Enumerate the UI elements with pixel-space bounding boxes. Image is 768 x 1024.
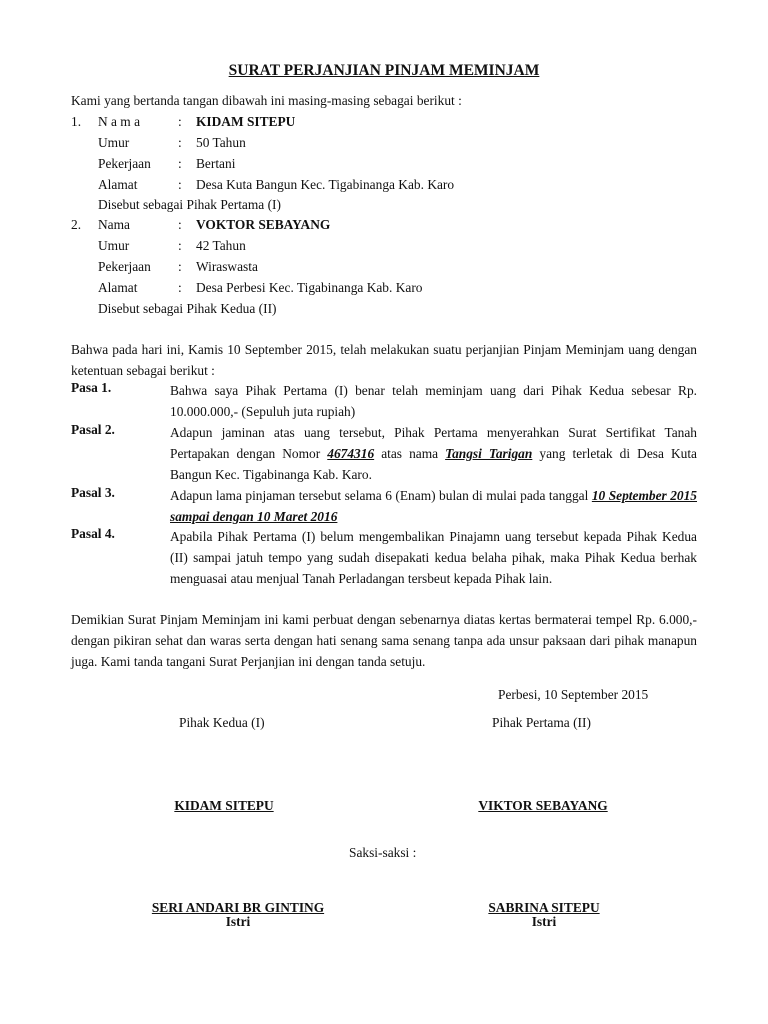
witness-two-name: SABRINA SITEPU — [488, 900, 600, 915]
colon: : — [178, 217, 182, 232]
closing-statement: Demikian Surat Pinjam Meminjam ini kami perbuat dengan sebenarnya diatas kertas bermaterai tempel Rp. 6.000,- dengan pikiran sehat dan waras serta dengan hati senang sama senang tanpa ada unsur paksaan dari pihak manapun juga. Kami tanda tangani Surat Perjanjian ini dengan tanda setuju. — [71, 612, 697, 669]
party-one-name: KIDAM SITEPU — [196, 114, 296, 129]
pasal-four-text: Apabila Pihak Pertama (I) belum mengembalikan Pinajamn uang tersebut kepada Pihak Kedua (II) sampai jatuh tempo yang sudah disepakati kedua belaha pihak, maka Pihak Kedua berhak menguasai atau menjual Tanah Perladangan tersbeut kepada Pihak lain. — [170, 529, 697, 586]
party-two-age: 42 Tahun — [196, 238, 246, 253]
pasal-four-label: Pasal 4. — [71, 526, 115, 541]
colon: : — [178, 156, 182, 171]
place-date: Perbesi, 10 September 2015 — [498, 687, 649, 702]
party-one-age: 50 Tahun — [196, 135, 246, 150]
colon: : — [178, 259, 182, 274]
loan-period: 10 September 2015 sampai dengan 10 Maret 2016 — [170, 488, 698, 524]
signer-left-name: KIDAM SITEPU — [174, 798, 274, 813]
certificate-owner: Tangsi Tarigan — [445, 446, 533, 461]
colon: : — [178, 177, 182, 192]
party-two-name: VOKTOR SEBAYANG — [196, 217, 331, 232]
party-one-number: 1. — [71, 114, 82, 129]
party-one-address-label: Alamat — [98, 177, 138, 192]
colon: : — [178, 238, 182, 253]
party-two-name-label: Nama — [98, 217, 130, 232]
party-one-designation: Disebut sebagai Pihak Pertama (I) — [98, 197, 281, 212]
signer-right-name: VIKTOR SEBAYANG — [478, 798, 608, 813]
intro-text: Kami yang bertanda tangan dibawah ini masing-masing sebagai berikut : — [71, 93, 462, 108]
pasal-three-text: Adapun lama pinjaman tersebut selama 6 (Enam) bulan di mulai pada tanggal 10 September 2015 sampai dengan 10 Maret 2016 — [170, 488, 698, 524]
party-one-job: Bertani — [196, 156, 236, 171]
pasal-one-label: Pasa 1. — [71, 380, 112, 395]
agreement-intro: Bahwa pada hari ini, Kamis 10 September 2015, telah melakukan suatu perjanjian Pinjam Meminjam uang dengan ketentuan sebagai berikut : — [71, 342, 697, 378]
colon: : — [178, 114, 182, 129]
pasal-one-text: Bahwa saya Pihak Pertama (I) benar telah meminjam uang dari Pihak Kedua sebesar Rp. 10.000.000,- (Sepuluh juta rupiah) — [170, 383, 697, 419]
party-two-job: Wiraswasta — [196, 259, 258, 274]
party-two-designation: Disebut sebagai Pihak Kedua (II) — [98, 301, 277, 316]
document-title: SURAT PERJANJIAN PINJAM MEMINJAM — [228, 62, 540, 79]
party-one-age-label: Umur — [98, 135, 130, 150]
certificate-number: 4674316 — [327, 446, 375, 461]
witness-one-role: Istri — [225, 914, 251, 929]
party-two-job-label: Pekerjaan — [98, 259, 151, 274]
colon: : — [178, 135, 182, 150]
witness-label: Saksi-saksi : — [349, 845, 417, 860]
party-two-address: Desa Perbesi Kec. Tigabinanga Kab. Karo — [196, 280, 423, 295]
signer-left-role: Pihak Kedua (I) — [179, 715, 265, 730]
signer-right-role: Pihak Pertama (II) — [492, 715, 591, 730]
party-two-age-label: Umur — [98, 238, 130, 253]
party-one-address: Desa Kuta Bangun Kec. Tigabinanga Kab. Karo — [196, 177, 455, 192]
witness-two-role: Istri — [531, 914, 557, 929]
pasal-two-text: Adapun jaminan atas uang tersebut, Pihak Pertama menyerahkan Surat Sertifikat Tanah Pertapakan dengan Nomor 4674316 atas nama Tangsi Tarigan yang terletak di Desa Kuta Bangun Kec. Tigabinanga Kab. Karo. — [170, 425, 697, 482]
witness-one-name: SERI ANDARI BR GINTING — [151, 900, 325, 915]
party-one-name-label: N a m a — [98, 114, 141, 129]
pasal-two-label: Pasal 2. — [71, 422, 115, 437]
party-two-address-label: Alamat — [98, 280, 138, 295]
colon: : — [178, 280, 182, 295]
party-two-number: 2. — [71, 217, 82, 232]
pasal-three-label: Pasal 3. — [71, 485, 115, 500]
party-one-job-label: Pekerjaan — [98, 156, 151, 171]
